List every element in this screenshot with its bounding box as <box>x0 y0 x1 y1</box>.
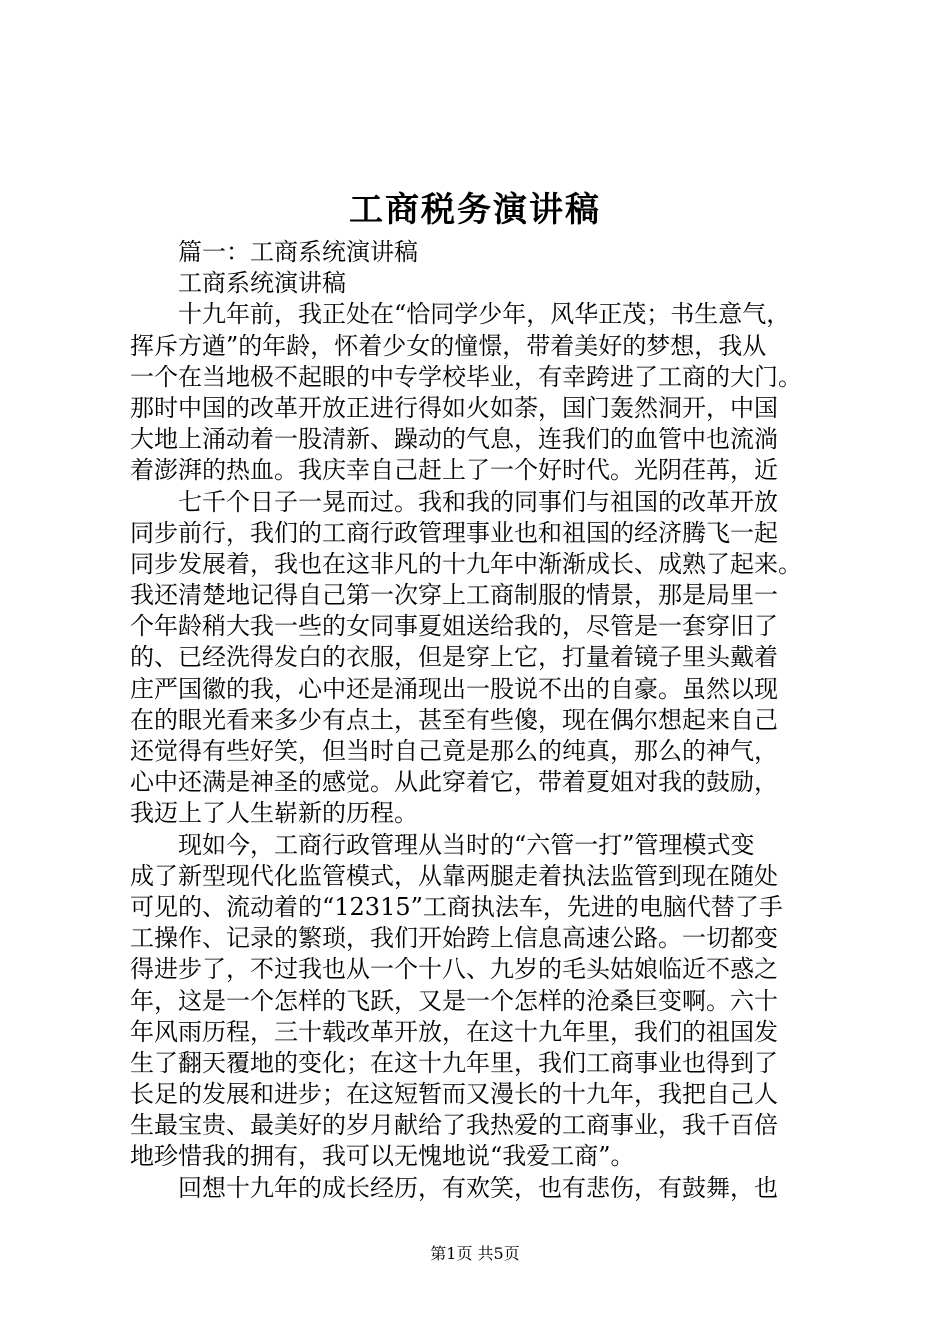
text-line: 七千个日子一晃而过。我和我的同事们与祖国的改革开放 <box>130 487 778 516</box>
text-line: 生最宝贵、最美好的岁月献给了我热爱的工商事业，我千百倍 <box>130 1111 778 1140</box>
text-line: 现如今，工商行政管理从当时的“六管一打”管理模式变 <box>130 830 755 859</box>
text-line: 我迈上了人生崭新的历程。 <box>130 799 418 828</box>
document-body <box>130 237 830 1204</box>
text-line: 生了翻天覆地的变化；在这十九年里，我们工商事业也得到了 <box>130 1048 778 1077</box>
text-line: 成了新型现代化监管模式，从靠两腿走着执法监管到现在随处 <box>130 861 778 890</box>
text-line: 大地上涌动着一股清新、躁动的气息，连我们的血管中也流淌 <box>130 425 778 454</box>
text-line: 地珍惜我的拥有，我可以无愧地说“我爱工商”。 <box>130 1142 635 1171</box>
text-line: 年风雨历程，三十载改革开放，在这十九年里，我们的祖国发 <box>130 1017 778 1046</box>
text-line: 篇一：工商系统演讲稿 <box>130 238 418 266</box>
text-line: 那时中国的改革开放正进行得如火如荼，国门轰然洞开，中国 <box>130 393 778 422</box>
page-title: 工商税务演讲稿 <box>349 190 601 230</box>
text-line: 个年龄稍大我一些的女同事夏姐送给我的，尽管是一套穿旧了 <box>130 612 778 641</box>
page-footer: 第1页 共5页 <box>430 1244 520 1263</box>
text-line: 的、已经洗得发白的衣服，但是穿上它，打量着镜子里头戴着 <box>130 643 778 672</box>
text-line: 工商系统演讲稿 <box>130 269 346 298</box>
text-line: 回想十九年的成长经历，有欢笑，也有悲伤，有鼓舞，也 <box>130 1173 778 1202</box>
text-line: 心中还满是神圣的感觉。从此穿着它，带着夏姐对我的鼓励， <box>130 768 778 797</box>
text-line: 挥斥方遒”的年龄，怀着少女的憧憬，带着美好的梦想，我从 <box>130 331 767 360</box>
text-line: 长足的发展和进步；在这短暂而又漫长的十九年，我把自己人 <box>130 1080 778 1109</box>
text-line: 一个在当地极不起眼的中专学校毕业，有幸跨进了工商的大门。 <box>130 362 802 391</box>
text-line: 得进步了，不过我也从一个十八、九岁的毛头姑娘临近不惑之 <box>130 955 778 984</box>
text-line: 十九年前，我正处在“恰同学少年，风华正茂；书生意气， <box>130 300 791 329</box>
text-line: 还觉得有些好笑，但当时自己竟是那么的纯真，那么的神气， <box>130 737 778 765</box>
text-line: 工操作、记录的繁琐，我们开始跨上信息高速公路。一切都变 <box>130 924 778 953</box>
text-line: 同步发展着，我也在这非凡的十九年中渐渐成长、成熟了起来。 <box>130 549 802 578</box>
text-line: 年，这是一个怎样的飞跃，又是一个怎样的沧桑巨变啊。六十 <box>130 986 778 1015</box>
text-line: 在的眼光看来多少有点土，甚至有些傻，现在偶尔想起来自己 <box>130 705 778 734</box>
text-line: 同步前行，我们的工商行政管理事业也和祖国的经济腾飞一起 <box>130 518 778 547</box>
text-line: 庄严国徽的我，心中还是涌现出一股说不出的自豪。虽然以现 <box>130 674 778 703</box>
text-line: 可见的、流动着的“12315”工商执法车，先进的电脑代替了手 <box>130 892 783 921</box>
text-line: 我还清楚地记得自己第一次穿上工商制服的情景，那是局里一 <box>130 581 778 610</box>
text-line: 着澎湃的热血。我庆幸自己赶上了一个好时代。光阴荏苒，近 <box>130 456 778 485</box>
